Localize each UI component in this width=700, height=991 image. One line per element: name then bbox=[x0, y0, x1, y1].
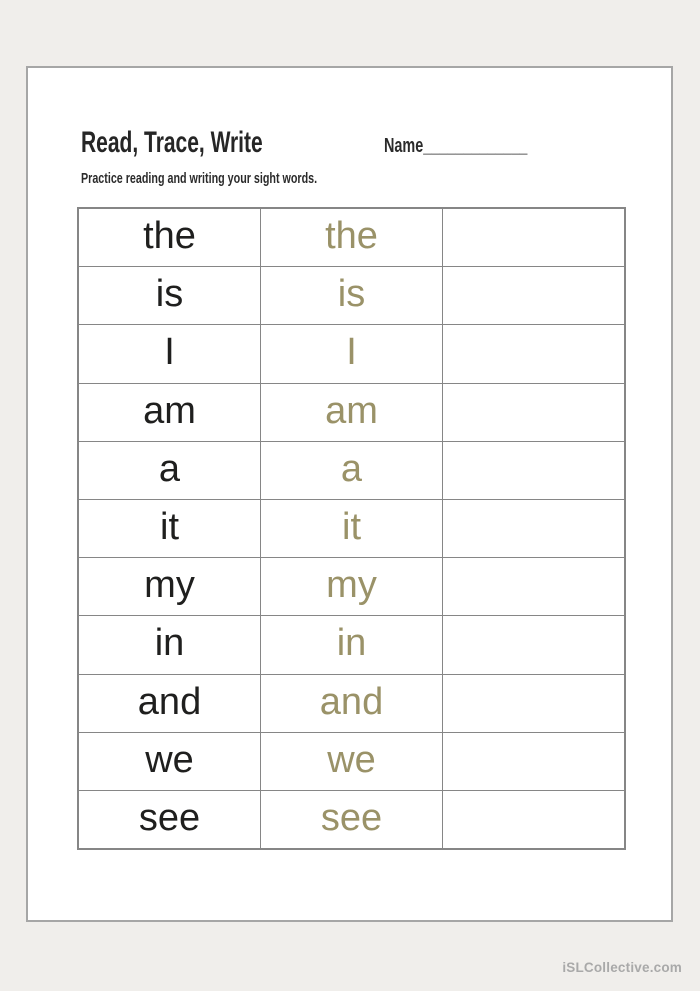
table-row bbox=[79, 384, 624, 442]
read-word-cell: a bbox=[79, 442, 261, 499]
worksheet-title: Read, Trace, Write bbox=[81, 126, 263, 159]
trace-word-cell: and bbox=[261, 675, 443, 732]
trace-word-cell: we bbox=[261, 733, 443, 790]
table-row bbox=[79, 267, 624, 325]
table-row bbox=[79, 209, 624, 267]
trace-word-cell: in bbox=[261, 616, 443, 673]
read-word-cell: we bbox=[79, 733, 261, 790]
read-word-cell: my bbox=[79, 558, 261, 615]
table-row bbox=[79, 558, 624, 616]
write-blank-cell bbox=[443, 500, 624, 557]
table-row bbox=[79, 325, 624, 383]
table-row bbox=[79, 442, 624, 500]
write-blank-cell bbox=[443, 616, 624, 673]
write-blank-cell bbox=[443, 675, 624, 732]
worksheet-instructions: Practice reading and writing your sight words. bbox=[81, 171, 318, 187]
write-blank-cell bbox=[443, 325, 624, 382]
write-blank-cell bbox=[443, 733, 624, 790]
trace-word-cell: the bbox=[261, 209, 443, 266]
read-word-cell: the bbox=[79, 209, 261, 266]
table-row bbox=[79, 616, 624, 674]
read-word-cell: am bbox=[79, 384, 261, 441]
read-word-cell: in bbox=[79, 616, 261, 673]
write-blank-cell bbox=[443, 442, 624, 499]
trace-word-cell: see bbox=[261, 791, 443, 848]
read-word-cell: and bbox=[79, 675, 261, 732]
name-blank-label: Name_____________ bbox=[384, 135, 528, 157]
read-word-cell: is bbox=[79, 267, 261, 324]
worksheet-header bbox=[81, 126, 641, 160]
table-row bbox=[79, 500, 624, 558]
write-blank-cell bbox=[443, 791, 624, 848]
write-blank-cell bbox=[443, 558, 624, 615]
watermark-text: iSLCollective.com bbox=[562, 960, 682, 975]
write-blank-cell bbox=[443, 267, 624, 324]
sight-words-table bbox=[77, 207, 626, 850]
read-word-cell: I bbox=[79, 325, 261, 382]
trace-word-cell: am bbox=[261, 384, 443, 441]
table-row bbox=[79, 675, 624, 733]
write-blank-cell bbox=[443, 209, 624, 266]
trace-word-cell: my bbox=[261, 558, 443, 615]
trace-word-cell: is bbox=[261, 267, 443, 324]
trace-word-cell: it bbox=[261, 500, 443, 557]
trace-word-cell: I bbox=[261, 325, 443, 382]
table-row bbox=[79, 791, 624, 848]
table-row bbox=[79, 733, 624, 791]
read-word-cell: see bbox=[79, 791, 261, 848]
read-word-cell: it bbox=[79, 500, 261, 557]
worksheet-page bbox=[26, 66, 673, 922]
trace-word-cell: a bbox=[261, 442, 443, 499]
write-blank-cell bbox=[443, 384, 624, 441]
